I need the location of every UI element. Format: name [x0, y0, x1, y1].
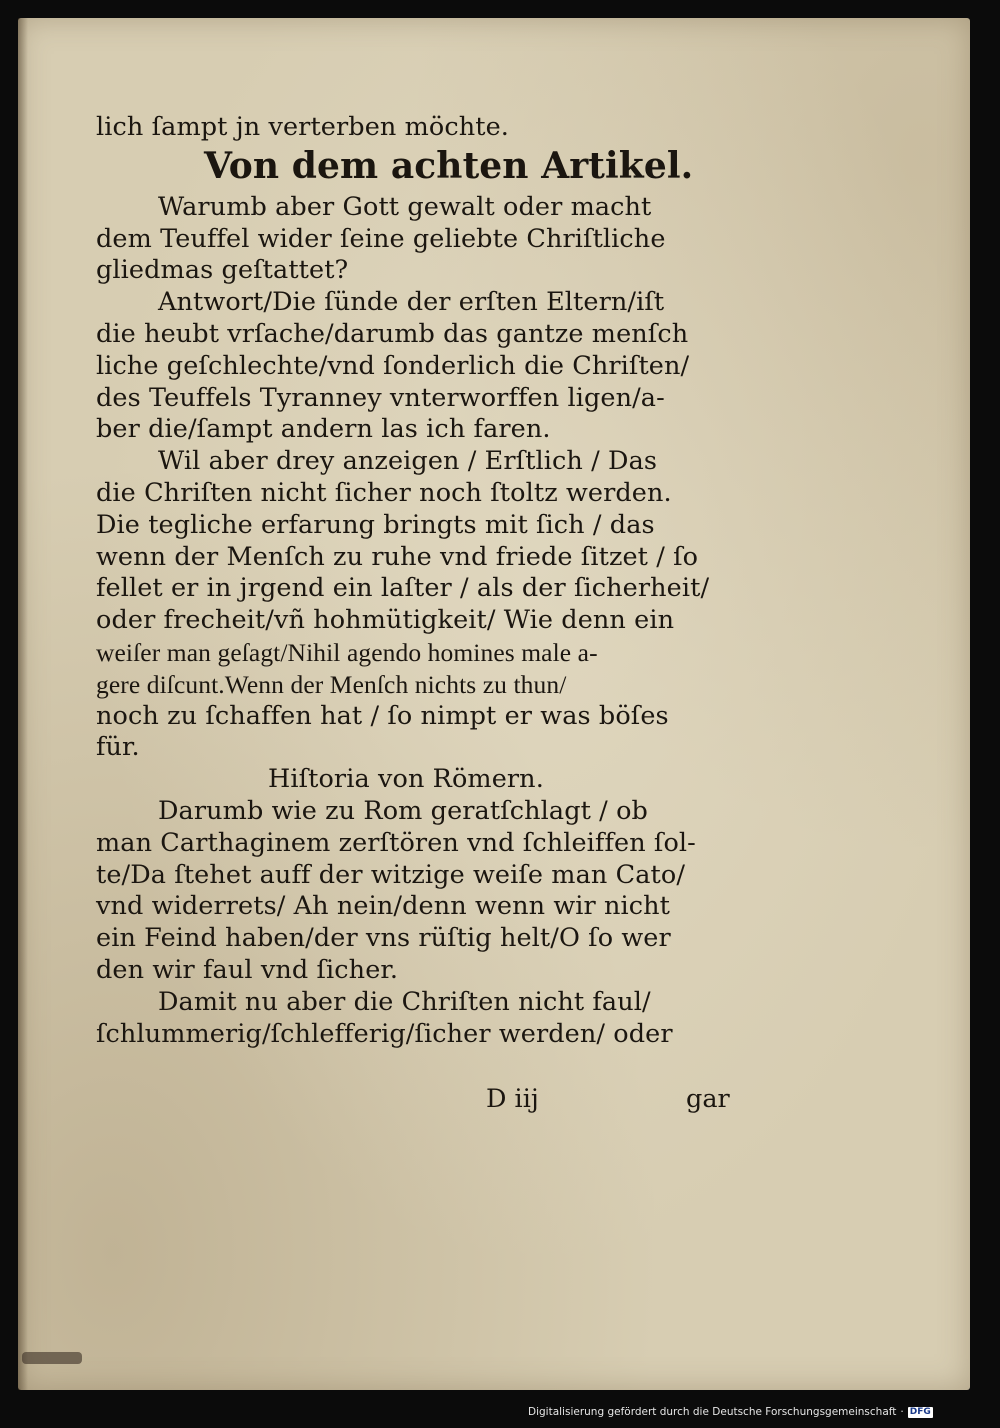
text-line: ein Feind haben/der vns rüſtig helt/O ſo wer	[96, 923, 671, 954]
chapter-heading: Von dem achten Artikel.	[204, 144, 694, 187]
text-line: weiſer man geſagt/Nihil agendo homines male a-	[96, 637, 598, 667]
text-line: die Chriſten nicht ſicher noch ſtoltz werden.	[96, 477, 672, 508]
text-line: liche geſchlechte/vnd ſonderlich die Chriſten/	[96, 350, 690, 381]
text-line: ber die/ſampt andern las ich faren.	[96, 414, 551, 445]
text-line: fellet er in jrgend ein laſter / als der ſicherheit/	[96, 573, 710, 604]
digitization-credit	[528, 1403, 994, 1421]
text-line: te/Da ſtehet auff der witzige weiſe man Cato/	[96, 859, 686, 890]
text-line: Warumb aber Gott gewalt oder macht	[158, 191, 652, 222]
separator-dot: ·	[900, 1406, 904, 1418]
text-line: dem Teuffel wider ſeine geliebte Chriſtliche	[96, 223, 666, 254]
page-text	[96, 112, 756, 1050]
text-line: gere diſcunt.Wenn der Menſch nichts zu thun/	[96, 669, 567, 699]
text-line: des Teuffels Tyranney vnterworffen ligen/a-	[96, 382, 665, 413]
text-line: oder frecheit/vñ hohmütigkeit/ Wie denn ein	[96, 605, 675, 636]
text-line: man Carthaginem zerſtören vnd ſchleiffen ſol-	[96, 827, 696, 858]
text-line: ſchlummerig/ſchlefferig/ſicher werden/ oder	[96, 1018, 673, 1049]
text-line: vnd widerrets/ Ah nein/denn wenn wir nicht	[96, 891, 671, 922]
text-line: Die tegliche erfarung bringts mit ſich / das	[96, 509, 655, 540]
signature-mark: D iij	[486, 1084, 539, 1114]
text-line: lich ſampt jn verterben möchte.	[96, 112, 509, 142]
text-line: wenn der Menſch zu ruhe vnd friede ſitzet / ſo	[96, 541, 699, 572]
text-line: für.	[96, 732, 140, 763]
text-line: die heubt vrſache/darumb das gantze menſch	[96, 318, 689, 349]
page-edge-stain	[22, 1352, 82, 1364]
text-line: Damit nu aber die Chriſten nicht faul/	[158, 986, 651, 1017]
text-line: noch zu ſchaffen hat / ſo nimpt er was böſes	[96, 700, 669, 731]
text-line: Wil aber drey anzeigen / Erſtlich / Das	[158, 446, 658, 477]
catchword: gar	[686, 1084, 730, 1114]
text-line: den wir faul vnd ſicher.	[96, 954, 399, 985]
text-line: Antwort/Die ſünde der erſten Eltern/iſt	[158, 287, 665, 318]
section-subheading: Hiſtoria von Römern.	[268, 764, 544, 795]
page-gutter-shadow	[18, 18, 28, 1390]
credit-text: Digitalisierung gefördert durch die Deutsche Forschungsgemeinschaft	[528, 1406, 897, 1418]
text-line: Darumb wie zu Rom geratſchlagt / ob	[158, 795, 648, 826]
text-line: gliedmas geſtattet?	[96, 255, 349, 286]
dfg-logo: DFG	[909, 1406, 931, 1417]
